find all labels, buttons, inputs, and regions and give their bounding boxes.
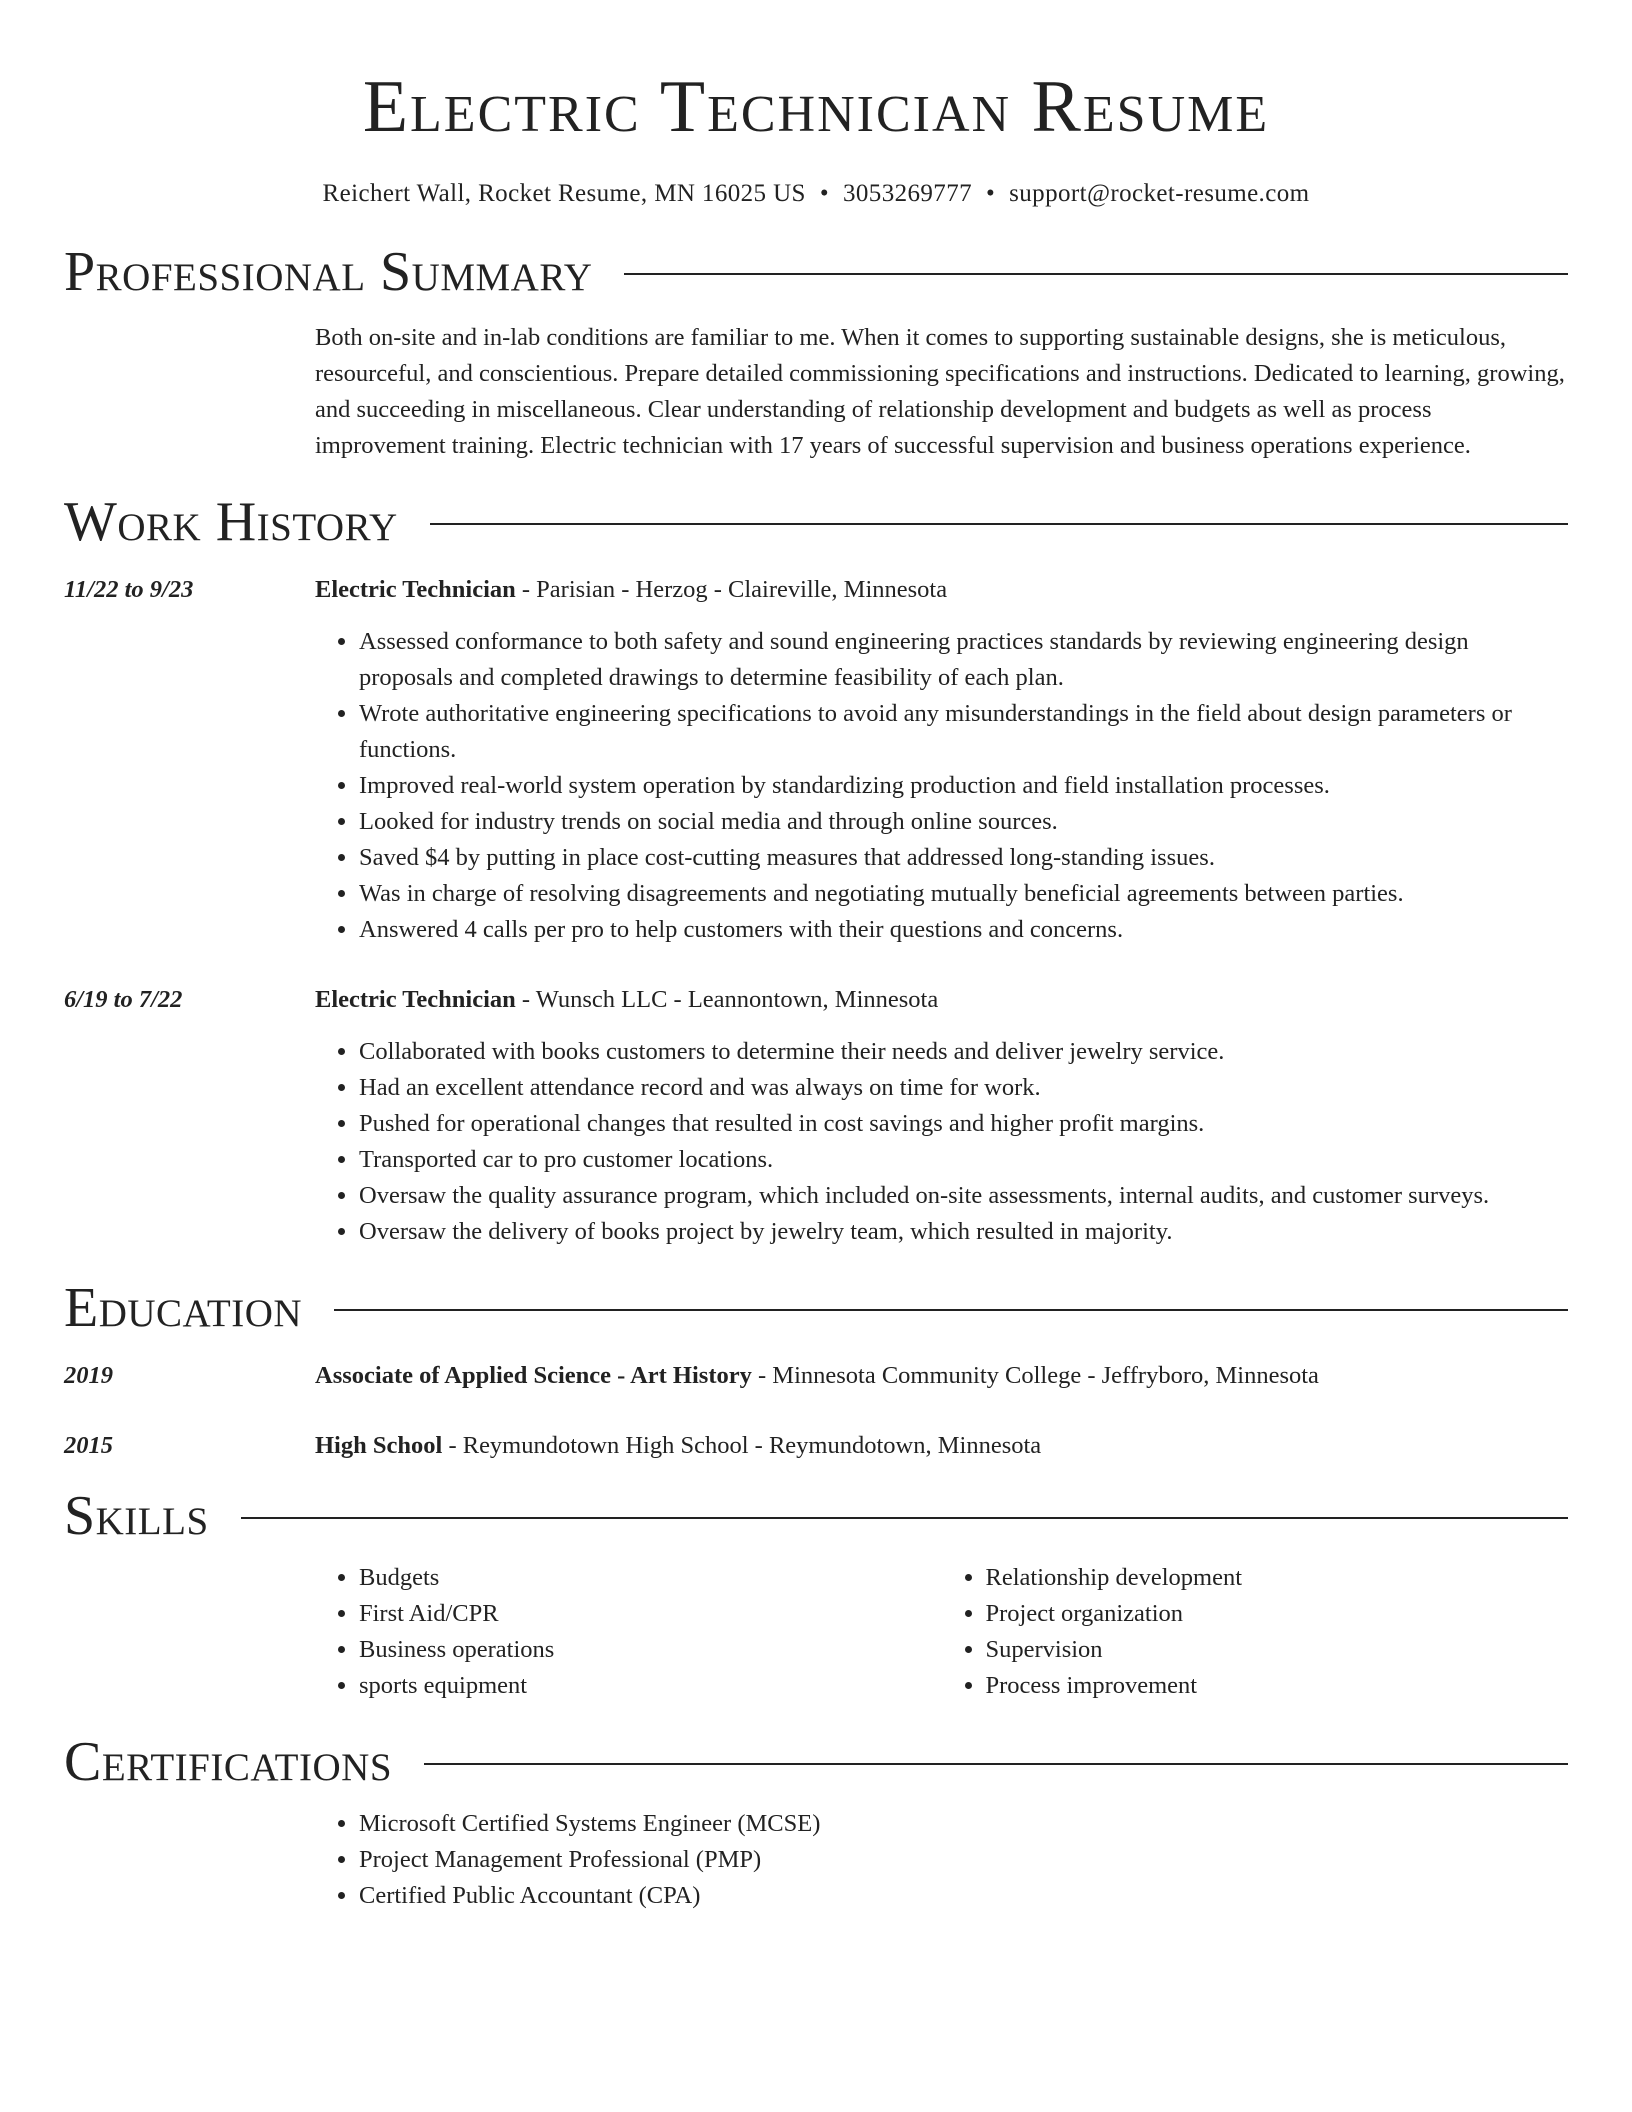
list-item: • Looked for industry trends on social media and through online sources. — [359, 804, 1568, 840]
list-item: • Answered 4 calls per pro to help customers with their questions and concerns. — [359, 912, 1568, 948]
certifications-list — [315, 1806, 1568, 1914]
contact-separator: • — [819, 180, 829, 207]
job-title-line — [315, 572, 1568, 608]
resume-header — [64, 62, 1568, 210]
job-details: - Wunsch LLC - Leannontown, Minnesota — [515, 986, 939, 1013]
certifications-list-wrap — [315, 1806, 1568, 1914]
list-item: • Transported car to pro customer locations. — [359, 1142, 1568, 1178]
skills-list-left — [315, 1560, 942, 1704]
list-item: • First Aid/CPR — [359, 1596, 942, 1632]
education-line — [315, 1428, 1568, 1464]
skills-section-title: Skills — [64, 1485, 209, 1547]
education-entry — [64, 1428, 1568, 1464]
list-item: • Relationship development — [986, 1560, 1569, 1596]
job-header-row — [64, 572, 1568, 608]
job-role: Electric Technician — [315, 576, 516, 603]
section-divider — [241, 1517, 1568, 1519]
education-degree: Associate of Applied Science - Art History — [315, 1362, 752, 1389]
list-item: • Oversaw the delivery of books project by jewelry team, which resulted in majority. — [359, 1214, 1568, 1250]
education-details: - Minnesota Community College - Jeffryboro, Minnesota — [751, 1362, 1319, 1389]
job-dates: 6/19 to 7/22 — [64, 986, 183, 1013]
list-item: • Collaborated with books customers to determine their needs and deliver jewelry service. — [359, 1034, 1568, 1070]
list-item: • Assessed conformance to both safety and sound engineering practices standards by reviewing engineering design proposals and completed drawings to determine feasibility of each plan. — [359, 624, 1568, 696]
certifications-section-title: Certifications — [64, 1731, 393, 1793]
skills-columns — [315, 1560, 1568, 1704]
job-role: Electric Technician — [315, 986, 516, 1013]
education-section-header — [64, 1276, 1568, 1340]
education-year: 2015 — [64, 1432, 113, 1459]
list-item: • Project organization — [986, 1596, 1569, 1632]
list-item: • Saved $4 by putting in place cost-cutting measures that addressed long-standing issues. — [359, 840, 1568, 876]
work-section-title: Work History — [64, 491, 398, 553]
contact-address: Reichert Wall, Rocket Resume, MN 16025 US — [322, 180, 806, 207]
list-item: • Oversaw the quality assurance program, which included on-site assessments, internal audits, and customer surveys. — [359, 1178, 1568, 1214]
job-title-line — [315, 982, 1568, 1018]
list-item: • Wrote authoritative engineering specifications to avoid any misunderstandings in the field about design parameters or functions. — [359, 696, 1568, 768]
job-header-row — [64, 982, 1568, 1018]
skills-list-right — [942, 1560, 1569, 1704]
resume-title: Electric Technician Resume — [362, 66, 1270, 148]
education-entry — [64, 1358, 1568, 1394]
section-divider — [430, 523, 1568, 525]
list-item: • Improved real-world system operation by standardizing production and field installation processes. — [359, 768, 1568, 804]
job-dates: 11/22 to 9/23 — [64, 576, 194, 603]
education-section-title: Education — [64, 1277, 303, 1339]
contact-email: support@rocket-resume.com — [1009, 180, 1310, 207]
section-divider — [334, 1309, 1568, 1311]
list-item: • Project Management Professional (PMP) — [359, 1842, 1568, 1878]
education-details: - Reymundotown High School - Reymundotown, Minnesota — [442, 1432, 1042, 1459]
list-item: • Was in charge of resolving disagreements and negotiating mutually beneficial agreements between parties. — [359, 876, 1568, 912]
job-details: - Parisian - Herzog - Claireville, Minnesota — [515, 576, 948, 603]
list-item: • Had an excellent attendance record and was always on time for work. — [359, 1070, 1568, 1106]
section-divider — [624, 273, 1568, 275]
list-item: • Supervision — [986, 1632, 1569, 1668]
list-item: • Process improvement — [986, 1668, 1569, 1704]
job-bullets-wrap — [315, 624, 1568, 948]
summary-section-header — [64, 240, 1568, 304]
work-section-header — [64, 490, 1568, 554]
list-item: • Pushed for operational changes that resulted in cost savings and higher profit margins. — [359, 1106, 1568, 1142]
skills-section-header — [64, 1484, 1568, 1548]
job-bullets-wrap — [315, 1034, 1568, 1250]
list-item: • Microsoft Certified Systems Engineer (MCSE) — [359, 1806, 1568, 1842]
certifications-section-header — [64, 1730, 1568, 1794]
education-year: 2019 — [64, 1362, 113, 1389]
education-degree: High School — [315, 1432, 443, 1459]
list-item: • sports equipment — [359, 1668, 942, 1704]
education-line — [315, 1358, 1568, 1394]
summary-text: Both on-site and in-lab conditions are familiar to me. When it comes to supporting sustainable designs, she is meticulous, resourceful, and conscientious. Prepare detailed commissioning specifications and instructions. Dedicated to learning, growing, and succeeding in miscellaneous. Clear understanding of relationship development and budgets as well as process improvement training. Electric technician with 17 years of successful supervision and business operations experience. — [315, 324, 1565, 459]
contact-separator: • — [986, 180, 996, 207]
job-bullets — [315, 1034, 1568, 1250]
list-item: • Certified Public Accountant (CPA) — [359, 1878, 1568, 1914]
contact-line — [64, 178, 1568, 210]
job-bullets — [315, 624, 1568, 948]
summary-section-title: Professional Summary — [64, 241, 593, 303]
list-item: • Budgets — [359, 1560, 942, 1596]
resume-page — [64, 0, 1568, 1914]
contact-phone: 3053269777 — [843, 180, 972, 207]
job-entry — [64, 982, 1568, 1250]
list-item: • Business operations — [359, 1632, 942, 1668]
section-divider — [424, 1763, 1568, 1765]
job-entry — [64, 572, 1568, 948]
